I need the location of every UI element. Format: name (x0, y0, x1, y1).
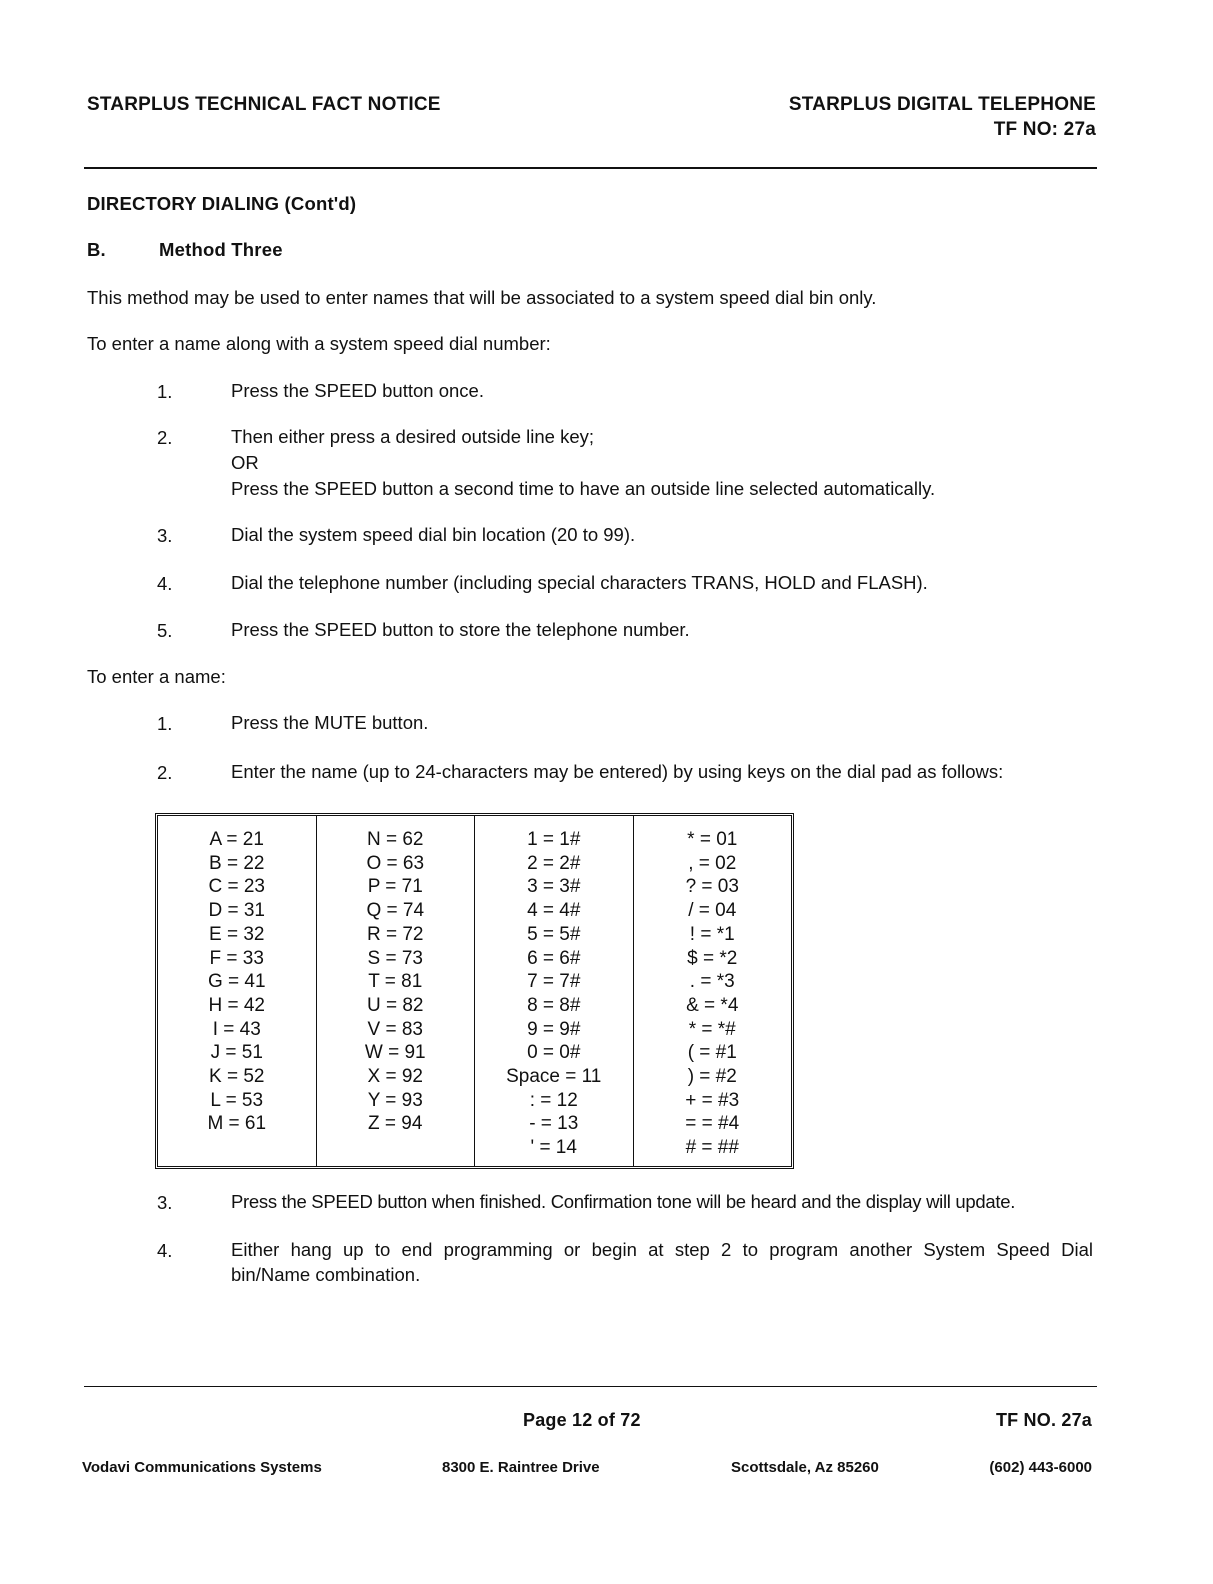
step-text: Press the SPEED button a second time to have an outside line selected automatically. (231, 478, 936, 499)
footer-address: 8300 E. Raintree Drive (442, 1459, 600, 1476)
step-text: Press the SPEED button when finished. Confirmation tone will be heard and the display will update. (231, 1191, 1016, 1212)
table-cell: I = 43 (212, 1018, 261, 1040)
table-cell: / = 04 (688, 900, 737, 922)
table-cell: K = 52 (209, 1066, 265, 1088)
table-cell: L = 53 (210, 1089, 264, 1111)
table-cell: 9 = 9# (527, 1018, 581, 1040)
table-cell: W = 91 (364, 1042, 426, 1064)
table-cell: ! = *1 (689, 923, 735, 945)
table-cell: 6 = 6# (527, 947, 581, 969)
step-text: Press the SPEED button once. (231, 380, 484, 401)
table-cell: J = 51 (210, 1042, 263, 1064)
step-number: 4. (157, 1240, 173, 1261)
table-cell: # = ## (685, 1137, 739, 1159)
step-text: Press the MUTE button. (231, 712, 429, 733)
table-cell: U = 82 (366, 994, 424, 1016)
footer-phone: (602) 443-6000 (989, 1459, 1092, 1476)
table-cell: A = 21 (209, 829, 264, 850)
table-column (158, 816, 317, 1166)
table-cell: 4 = 4# (527, 900, 581, 922)
table-cell: Q = 74 (366, 900, 425, 922)
table-cell: S = 73 (367, 947, 423, 969)
table-cell: R = 72 (366, 923, 424, 945)
character-code-table (155, 813, 794, 1169)
step-number: 1. (157, 713, 173, 734)
table-cell: N = 62 (366, 829, 424, 850)
step-text: Dial the telephone number (including special characters TRANS, HOLD and FLASH). (231, 572, 928, 593)
table-cell: * = *# (688, 1018, 736, 1040)
section-title: DIRECTORY DIALING (Cont'd) (87, 193, 357, 214)
step-text: Dial the system speed dial bin location (20 to 99). (231, 524, 636, 545)
footer-divider (84, 1386, 1097, 1387)
table-cell: Y = 93 (367, 1089, 423, 1111)
page-number: Page 12 of 72 (523, 1410, 641, 1430)
header-right-title: STARPLUS DIGITAL TELEPHONE (788, 94, 1096, 115)
table-cell: V = 83 (367, 1018, 423, 1040)
table-cell: ? = 03 (685, 876, 739, 898)
step-number: 3. (157, 525, 173, 546)
table-column (475, 816, 634, 1166)
table-cell: $ = *2 (687, 947, 738, 969)
table-cell: = = #4 (685, 1113, 740, 1135)
subsection-letter: B. (87, 239, 106, 260)
table-cell: 7 = 7# (527, 971, 581, 993)
table-cell: H = 42 (208, 994, 265, 1016)
table-column (317, 816, 476, 1166)
table-cell: B = 22 (209, 852, 265, 874)
table-cell: P = 71 (367, 876, 423, 898)
table-cell: F = 33 (209, 947, 264, 969)
table-cell: D = 31 (208, 900, 265, 922)
table-cell: M = 61 (207, 1113, 267, 1135)
table-cell: : = 12 (529, 1089, 578, 1111)
table-cell: - = 13 (529, 1113, 579, 1135)
footer-tf-number: TF NO. 27a (995, 1410, 1092, 1430)
footer-company: Vodavi Communications Systems (82, 1459, 322, 1476)
table-cell: 2 = 2# (527, 852, 581, 874)
table-cell: 1 = 1# (527, 829, 581, 850)
step-number: 3. (157, 1192, 173, 1213)
table-cell: , = 02 (688, 852, 737, 874)
step-text: Press the SPEED button to store the telephone number. (231, 619, 690, 640)
table-cell: Space = 11 (506, 1066, 602, 1088)
step-text: Either hang up to end programming or begin at step 2 to program another System Speed Dial (231, 1239, 1093, 1260)
step-number: 2. (157, 427, 173, 448)
table-cell: 0 = 0# (527, 1042, 581, 1064)
step-number: 5. (157, 620, 173, 641)
table-cell: 8 = 8# (527, 994, 581, 1016)
step-number: 1. (157, 381, 173, 402)
table-cell: ( = #1 (687, 1042, 737, 1064)
table-cell: O = 63 (366, 852, 425, 874)
table-cell: Z = 94 (368, 1113, 423, 1135)
header-tf-number: TF NO: 27a (993, 119, 1096, 140)
table-cell: ) = #2 (687, 1066, 737, 1088)
table-cell: * = 01 (687, 829, 738, 850)
header-divider (84, 167, 1097, 169)
header-left-title: STARPLUS TECHNICAL FACT NOTICE (87, 94, 441, 115)
table-cell: G = 41 (207, 971, 266, 993)
intro-paragraph: This method may be used to enter names that will be associated to a system speed dial bin only. (87, 287, 877, 308)
step-number: 4. (157, 573, 173, 594)
table-cell: X = 92 (367, 1066, 423, 1088)
step-text: Then either press a desired outside line key; (231, 426, 595, 447)
step-text: Enter the name (up to 24-characters may be entered) by using keys on the dial pad as follows: (231, 761, 1004, 782)
subsection-title: Method Three (159, 239, 283, 260)
step-number: 2. (157, 762, 173, 783)
table-cell: C = 23 (208, 876, 265, 898)
step-text: bin/Name combination. (231, 1264, 421, 1285)
name-intro: To enter a name: (87, 666, 226, 687)
table-cell: ' = 14 (530, 1137, 577, 1159)
table-cell: 5 = 5# (527, 923, 581, 945)
table-cell: E = 32 (209, 923, 265, 945)
number-intro: To enter a name along with a system speed dial number: (87, 333, 551, 354)
table-cell: 3 = 3# (527, 876, 581, 898)
table-cell: + = #3 (685, 1089, 740, 1111)
step-text-or: OR (231, 452, 259, 473)
table-column (634, 816, 792, 1166)
table-cell: T = 81 (368, 971, 423, 993)
table-cell: & = *4 (686, 994, 739, 1016)
footer-city: Scottsdale, Az 85260 (731, 1459, 879, 1476)
table-cell: . = *3 (689, 971, 735, 993)
